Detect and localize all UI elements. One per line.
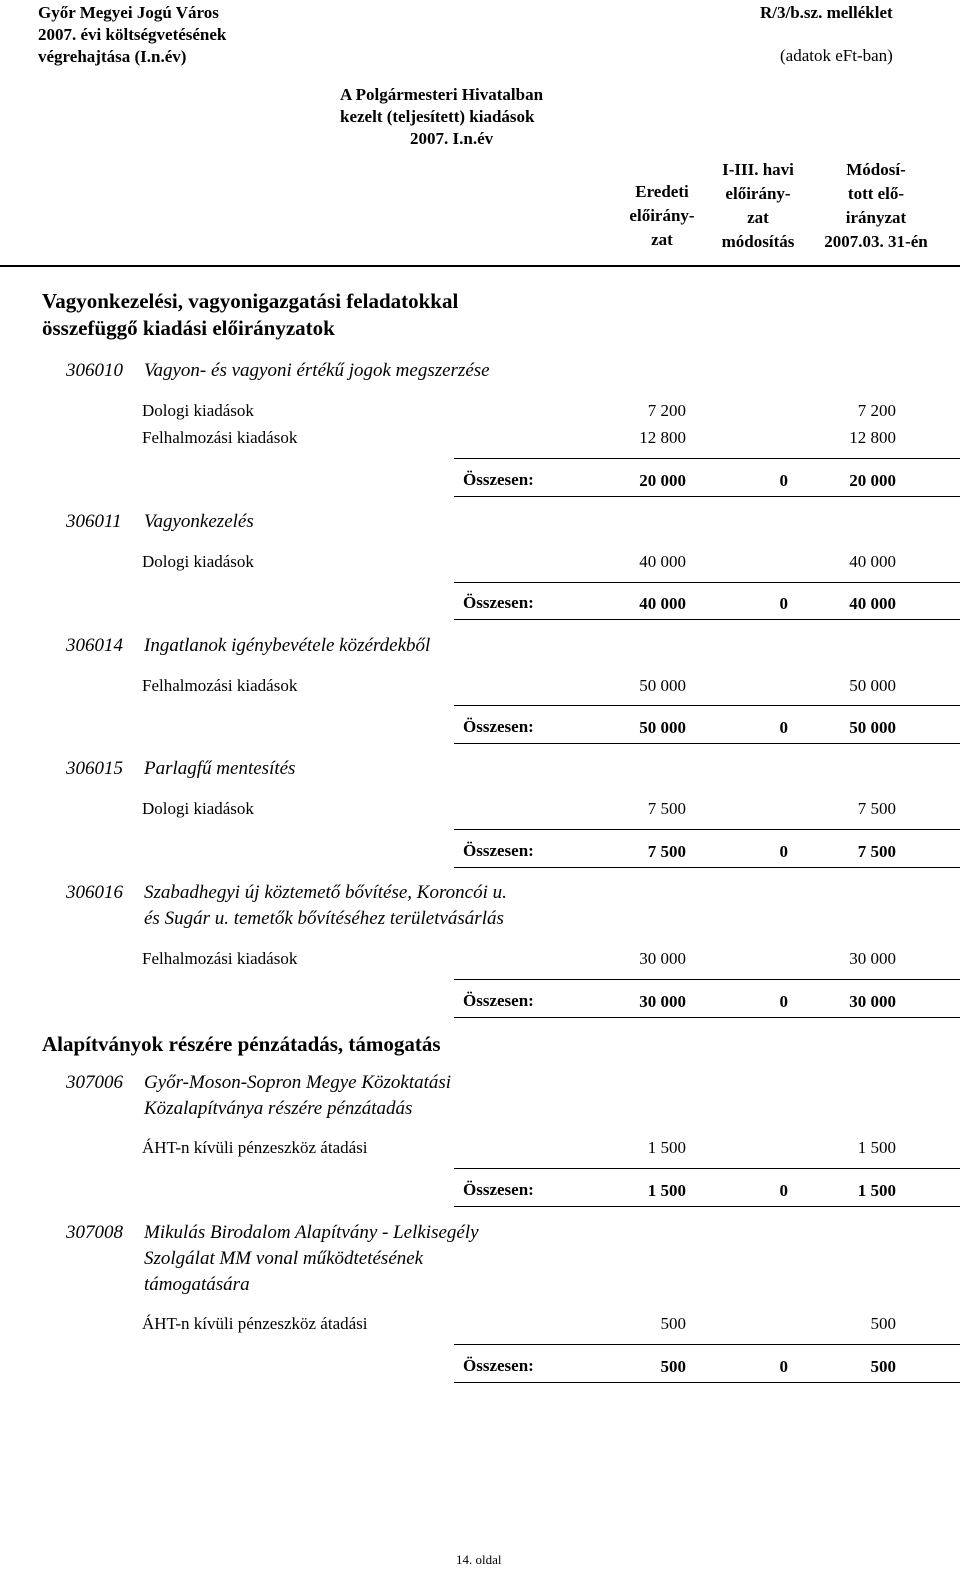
total-label: Összesen: <box>463 841 534 860</box>
row-original: 7 500 <box>647 799 686 818</box>
item-heading: 306015 Parlagfű mentesítés <box>66 758 296 779</box>
item-heading: 306016 Szabadhegyi új köztemető bővítése, Koroncói u. és Sugár u. temetők bővítéséhez területvásárlás <box>66 882 507 929</box>
total-modification: 0 <box>779 842 788 861</box>
total-divider <box>454 1168 960 1169</box>
total-modified: 50 000 <box>849 718 896 737</box>
total-original: 7 500 <box>647 842 686 861</box>
row-original: 500 <box>660 1314 686 1333</box>
row-label: Felhalmozási kiadások <box>142 676 298 695</box>
total-modified: 40 000 <box>849 594 896 613</box>
total-original: 40 000 <box>639 594 686 613</box>
total-divider <box>454 705 960 706</box>
header-divider <box>0 265 960 267</box>
total-modification: 0 <box>779 594 788 613</box>
title-line-1: A Polgármesteri Hivatalban <box>340 85 544 104</box>
total-divider <box>454 496 960 497</box>
total-original: 500 <box>660 1357 686 1376</box>
total-divider <box>454 743 960 744</box>
total-divider <box>454 582 960 583</box>
row-label: Felhalmozási kiadások <box>142 428 298 447</box>
total-modification: 0 <box>779 1357 788 1376</box>
item-heading: 306014 Ingatlanok igénybevétele közérdekből <box>66 635 431 656</box>
total-modified: 30 000 <box>849 992 896 1011</box>
total-original: 50 000 <box>639 718 686 737</box>
row-original: 7 200 <box>647 401 686 420</box>
total-divider <box>454 1017 960 1018</box>
row-modified: 1 500 <box>857 1138 896 1157</box>
row-original: 50 000 <box>639 676 686 695</box>
row-label: ÁHT-n kívüli pénzeszköz átadási <box>142 1138 368 1157</box>
total-label: Összesen: <box>463 470 534 489</box>
total-modified: 20 000 <box>849 471 896 490</box>
row-modified: 40 000 <box>849 552 896 571</box>
city-line-3: végrehajtása (I.n.év) <box>38 47 187 66</box>
column-modified-header: Módosí- tott elő- irányzat 2007.03. 31-én <box>824 160 928 251</box>
total-modified: 1 500 <box>857 1181 896 1200</box>
total-modified: 500 <box>870 1357 896 1376</box>
item-heading: 307006 Győr-Moson-Sopron Megye Közoktatási Közalapítványa részére pénzátadás <box>66 1072 452 1119</box>
total-modification: 0 <box>779 1181 788 1200</box>
row-original: 12 800 <box>639 428 686 447</box>
total-divider <box>454 829 960 830</box>
city-line-1: Győr Megyei Jogú Város <box>38 3 219 22</box>
annex-label: R/3/b.sz. melléklet <box>760 3 893 22</box>
row-modified: 50 000 <box>849 676 896 695</box>
row-original: 30 000 <box>639 949 686 968</box>
total-original: 1 500 <box>647 1181 686 1200</box>
row-modified: 12 800 <box>849 428 896 447</box>
item-heading: 306011 Vagyonkezelés <box>66 511 254 532</box>
row-modified: 500 <box>870 1314 896 1333</box>
column-modification-header: I-III. havi előirány- zat módosítás <box>721 160 795 251</box>
row-label: Dologi kiadások <box>142 552 254 571</box>
row-label: Felhalmozási kiadások <box>142 949 298 968</box>
total-divider <box>454 619 960 620</box>
total-original: 30 000 <box>639 992 686 1011</box>
city-line-2: 2007. évi költségvetésének <box>38 25 227 44</box>
total-original: 20 000 <box>639 471 686 490</box>
total-divider <box>454 458 960 459</box>
row-modified: 7 200 <box>857 401 896 420</box>
row-original: 40 000 <box>639 552 686 571</box>
title-line-3: 2007. I.n.év <box>410 129 494 148</box>
row-modified: 7 500 <box>857 799 896 818</box>
total-label: Összesen: <box>463 1180 534 1199</box>
title-line-2: kezelt (teljesített) kiadások <box>340 107 535 126</box>
total-modification: 0 <box>779 471 788 490</box>
row-label: ÁHT-n kívüli pénzeszköz átadási <box>142 1314 368 1333</box>
total-divider <box>454 1206 960 1207</box>
total-label: Összesen: <box>463 991 534 1010</box>
total-label: Összesen: <box>463 593 534 612</box>
total-modification: 0 <box>779 992 788 1011</box>
total-modified: 7 500 <box>857 842 896 861</box>
total-modification: 0 <box>779 718 788 737</box>
item-heading: 306010 Vagyon- és vagyoni értékű jogok megszerzése <box>66 360 490 381</box>
row-modified: 30 000 <box>849 949 896 968</box>
row-label: Dologi kiadások <box>142 401 254 420</box>
item-heading: 307008 Mikulás Birodalom Alapítvány - Lelkisegély Szolgálat MM vonal működtetésének támogatására <box>66 1222 479 1295</box>
section-title-1: Vagyonkezelési, vagyonigazgatási feladatokkal összefüggő kiadási előirányzatok <box>42 289 459 340</box>
row-label: Dologi kiadások <box>142 799 254 818</box>
total-label: Összesen: <box>463 1356 534 1375</box>
row-original: 1 500 <box>647 1138 686 1157</box>
total-label: Összesen: <box>463 717 534 736</box>
page-number: 14. oldal <box>456 1552 502 1567</box>
total-divider <box>454 867 960 868</box>
column-original-header: Eredeti előirány- zat <box>629 182 695 249</box>
total-divider <box>454 1344 960 1345</box>
unit-label: (adatok eFt-ban) <box>780 46 893 65</box>
total-divider <box>454 979 960 980</box>
total-divider <box>454 1382 960 1383</box>
section-title-2: Alapítványok részére pénzátadás, támogatás <box>42 1032 441 1056</box>
